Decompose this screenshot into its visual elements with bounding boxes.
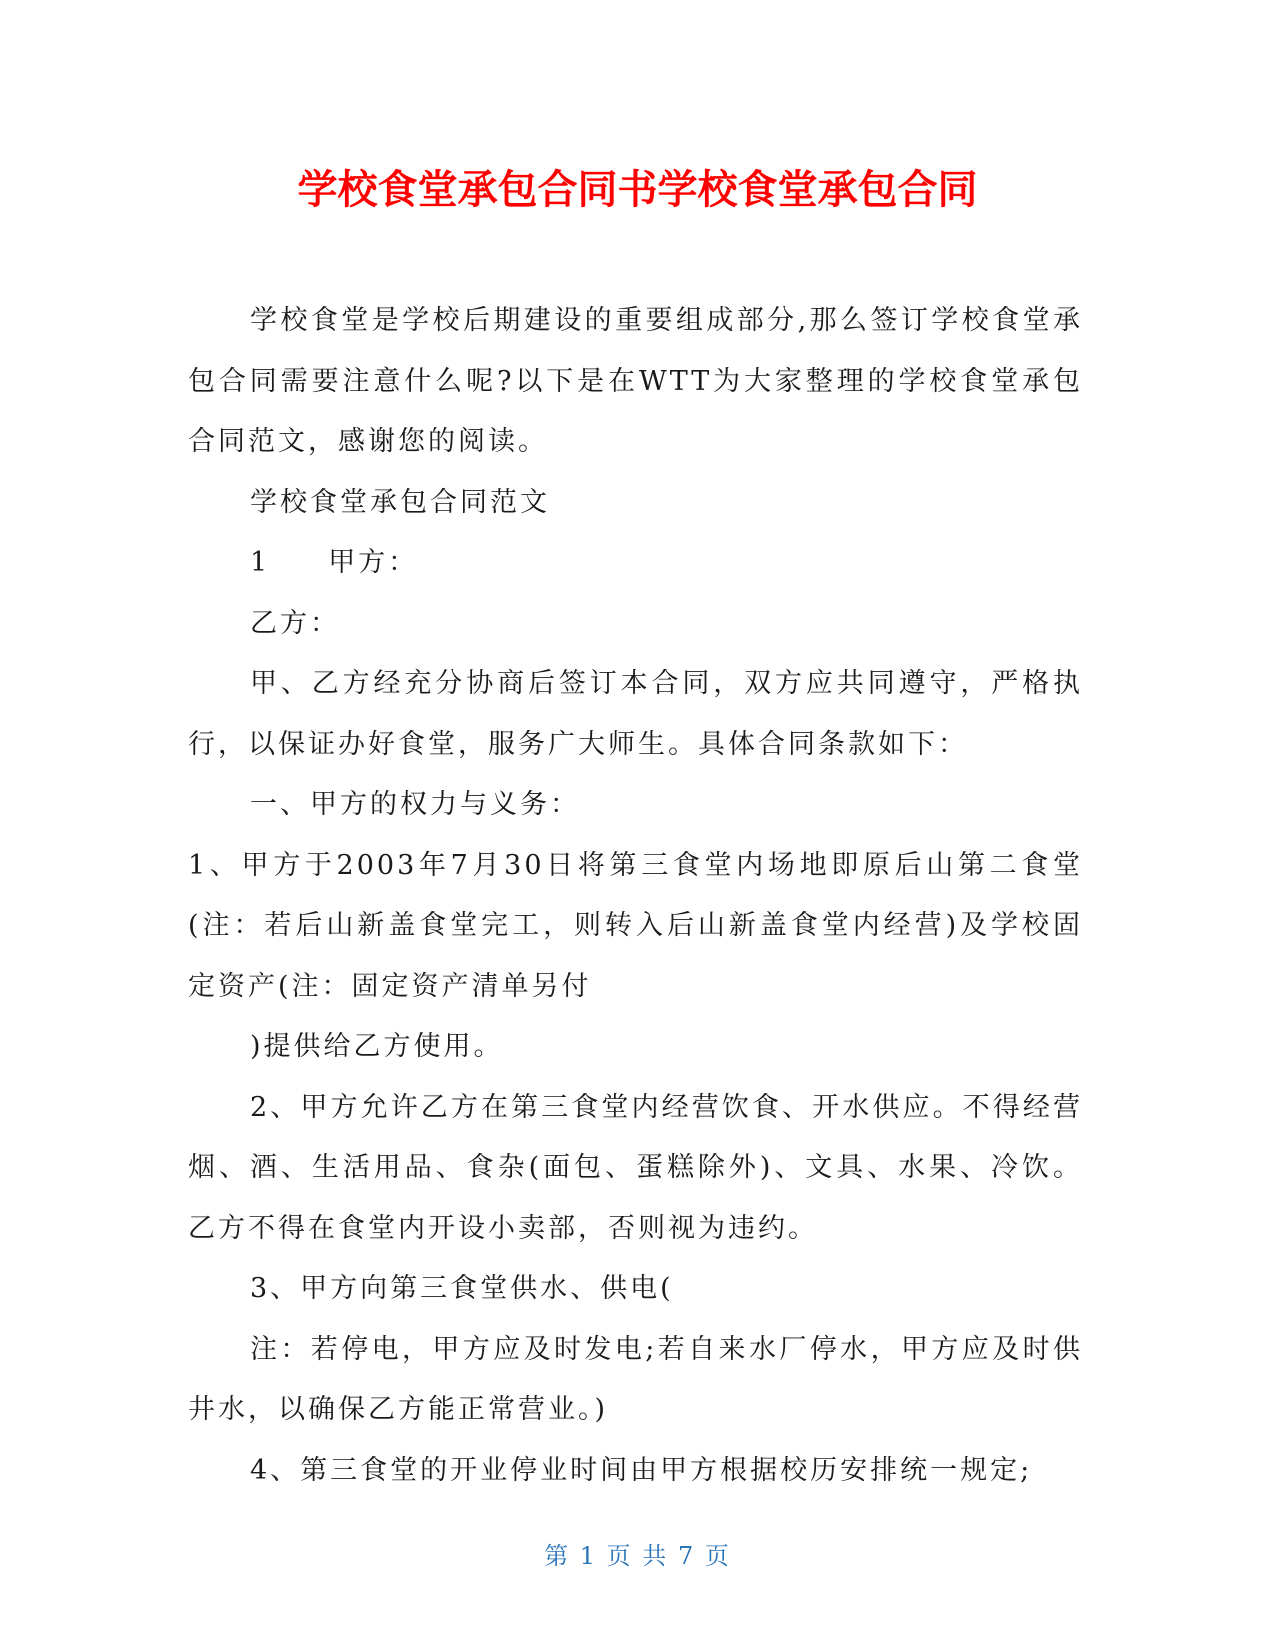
paragraph-intro: 学校食堂是学校后期建设的重要组成部分,那么签订学校食堂承包合同需要注意什么呢?以下是在WTT为大家整理的学校食堂承包合同范文，感谢您的阅读。: [188, 305, 1083, 457]
party-a-number: 1: [250, 547, 271, 578]
paragraph-section-1: 一、甲方的权力与义务：: [250, 789, 580, 820]
page-number-footer: 第 1 页 共 7 页: [544, 1542, 731, 1570]
paragraph-item-1-cont: )提供给乙方使用。: [250, 1031, 504, 1062]
paragraph-item-3: 3、甲方向第三食堂供水、供电(: [250, 1273, 674, 1304]
paragraph-agreement: 甲、乙方经充分协商后签订本合同，双方应共同遵守，严格执行，以保证办好食堂，服务广大师生。具体合同条款如下：: [188, 668, 1083, 760]
paragraph-item-1: 1、甲方于2003年7月30日将第三食堂内场地即原后山第二食堂(注：若后山新盖食堂完工，则转入后山新盖食堂内经营)及学校固定资产(注：固定资产清单另付: [188, 849, 1083, 1002]
party-a-label: 甲方：: [328, 547, 419, 578]
paragraph-subtitle: 学校食堂承包合同范文: [250, 486, 550, 518]
paragraph-item-3-note: 注：若停电，甲方应及时发电;若自来水厂停水，甲方应及时供井水，以确保乙方能正常营业。): [188, 1333, 1083, 1425]
document-body: [188, 291, 1083, 1501]
paragraph-item-4: 4、第三食堂的开业停业时间由甲方根据校历安排统一规定;: [250, 1454, 1033, 1486]
document-title: 学校食堂承包合同书学校食堂承包合同: [297, 167, 978, 213]
paragraph-party-b: 乙方：: [250, 607, 340, 639]
paragraph-item-2: 2、甲方允许乙方在第三食堂内经营饮食、开水供应。不得经营烟、酒、生活用品、食杂(面包、蛋糕除外)、文具、水果、冷饮。乙方不得在食堂内开设小卖部，否则视为违约。: [188, 1091, 1083, 1244]
paragraph-party-a: [188, 533, 1083, 594]
